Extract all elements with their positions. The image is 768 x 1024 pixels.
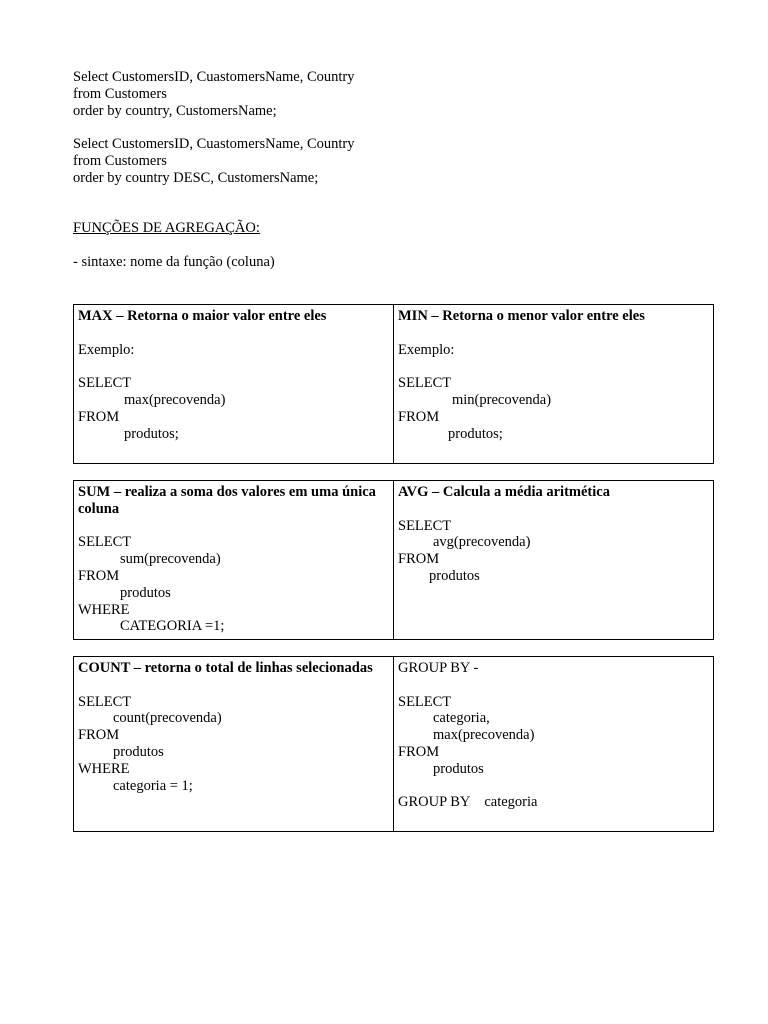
query-line: Select CustomersID, CuastomersName, Country bbox=[73, 69, 355, 85]
code-line: WHERE bbox=[78, 760, 130, 777]
code-line: avg(precovenda) bbox=[433, 534, 531, 551]
code-line: FROM bbox=[78, 567, 120, 584]
code-line: max(precovenda) bbox=[124, 391, 226, 408]
code-line: WHERE bbox=[78, 601, 130, 618]
min-title: MIN – Retorna o menor valor entre eles bbox=[398, 308, 645, 324]
query-line: order by country DESC, CustomersName; bbox=[73, 169, 319, 186]
code-line: sum(precovenda) bbox=[120, 551, 221, 568]
sum-avg-table bbox=[73, 480, 714, 640]
code-line: categoria, bbox=[433, 710, 490, 727]
code-line: max(precovenda) bbox=[433, 727, 535, 744]
sum-title: SUM – realiza a soma dos valores em uma única coluna bbox=[78, 484, 376, 517]
code-line: produtos; bbox=[124, 425, 179, 442]
count-title: COUNT – retorna o total de linhas selecionadas bbox=[78, 660, 373, 676]
section-heading: FUNÇÕES DE AGREGAÇÃO: bbox=[73, 220, 260, 236]
query-line: order by country, CustomersName; bbox=[73, 102, 277, 119]
code-line: produtos bbox=[120, 584, 171, 601]
min-box bbox=[394, 305, 714, 464]
syntax-note: - sintaxe: nome da função (coluna) bbox=[73, 254, 275, 270]
avg-title: AVG – Calcula a média aritmética bbox=[398, 484, 610, 500]
code-line: produtos bbox=[429, 567, 480, 584]
code-line: SELECT bbox=[398, 693, 452, 710]
code-line: FROM bbox=[78, 408, 120, 425]
max-example-label: Exemplo: bbox=[78, 341, 135, 358]
query-2 bbox=[73, 136, 355, 186]
count-box bbox=[74, 657, 394, 832]
code-line: count(precovenda) bbox=[113, 710, 222, 727]
max-title: MAX – Retorna o maior valor entre eles bbox=[78, 308, 327, 324]
sum-box bbox=[74, 481, 394, 640]
code-line: GROUP BY categoria bbox=[398, 794, 538, 811]
query-1 bbox=[73, 69, 355, 119]
code-line: CATEGORIA =1; bbox=[120, 618, 225, 635]
code-line: min(precovenda) bbox=[452, 391, 552, 408]
query-line: from Customers bbox=[73, 152, 167, 169]
max-min-table bbox=[73, 304, 714, 464]
groupby-title: GROUP BY - bbox=[398, 660, 479, 676]
code-line: FROM bbox=[398, 743, 440, 760]
count-groupby-table bbox=[73, 656, 714, 832]
code-line: categoria = 1; bbox=[113, 777, 193, 794]
code-line: SELECT bbox=[78, 693, 132, 710]
code-line: SELECT bbox=[78, 375, 132, 392]
code-line: SELECT bbox=[398, 375, 452, 392]
code-line: SELECT bbox=[398, 517, 452, 534]
code-line: FROM bbox=[398, 408, 440, 425]
query-line: from Customers bbox=[73, 85, 167, 102]
code-line: SELECT bbox=[78, 534, 132, 551]
code-line: FROM bbox=[398, 551, 440, 568]
min-example-label: Exemplo: bbox=[398, 341, 455, 358]
code-line: FROM bbox=[78, 727, 120, 744]
code-line: produtos bbox=[113, 743, 164, 760]
groupby-box bbox=[394, 657, 714, 832]
query-line: Select CustomersID, CuastomersName, Country bbox=[73, 136, 355, 152]
code-line: produtos bbox=[433, 760, 484, 777]
avg-box bbox=[394, 481, 714, 640]
code-line: produtos; bbox=[448, 425, 503, 442]
max-box bbox=[74, 305, 394, 464]
